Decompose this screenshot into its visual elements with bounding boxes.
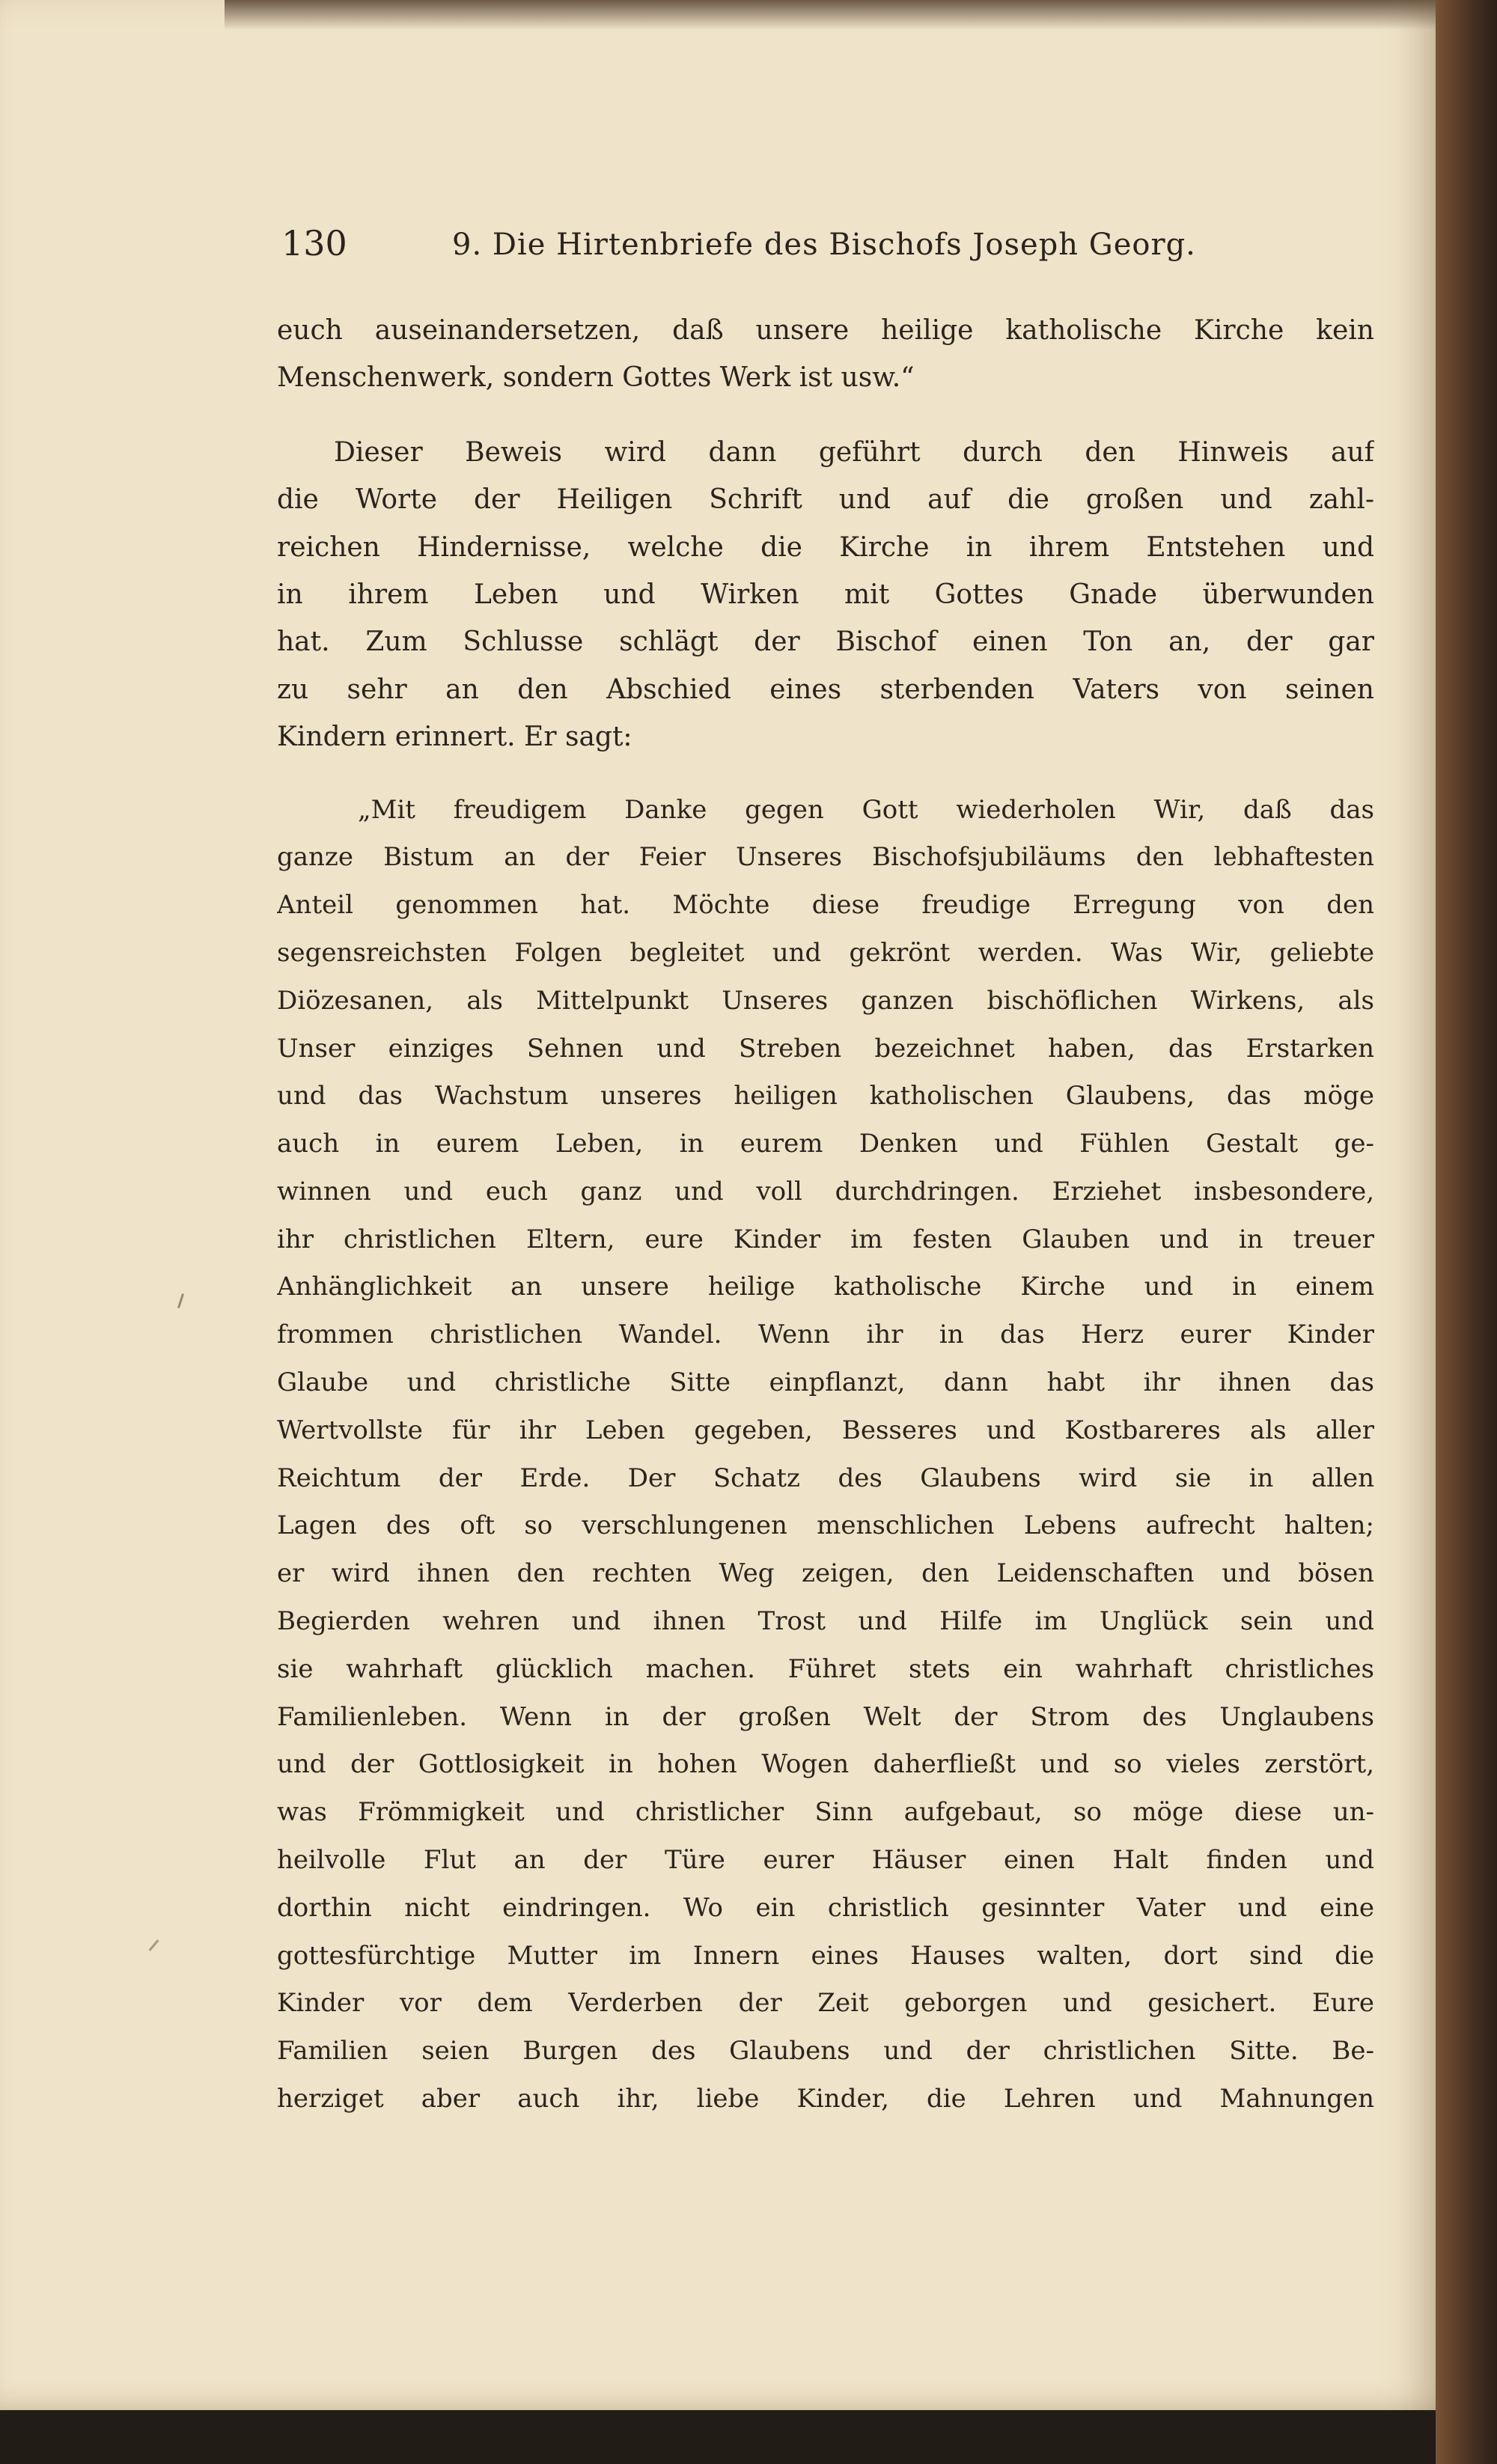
text-line: Familien seien Burgen des Glaubens und der christlichen Sitte. Be- — [277, 2036, 1374, 2067]
quoted-pastoral-letter — [277, 787, 1374, 2123]
paragraph-gap — [277, 402, 1374, 429]
text-line: Unser einziges Sehnen und Streben bezeichnet haben, das Erstarken — [277, 1033, 1374, 1064]
paragraph-gap — [277, 761, 1374, 787]
text-line: dorthin nicht eindringen. Wo ein christlich gesinnter Vater und eine — [277, 1892, 1374, 1923]
page-header — [281, 223, 1374, 275]
text-line: auch in eurem Leben, in eurem Denken und Fühlen Gestalt ge- — [277, 1129, 1374, 1159]
text-line: in ihrem Leben und Wirken mit Gottes Gnade überwunden — [277, 579, 1374, 610]
text-line: Reichtum der Erde. Der Schatz des Glaubens wird sie in allen — [277, 1463, 1374, 1493]
text-line: sie wahrhaft glücklich machen. Führet stets ein wahrhaft christliches — [277, 1653, 1374, 1684]
body-text — [277, 307, 1374, 2123]
page-top-shadow — [225, 0, 1436, 30]
text-line: Kinder vor dem Verderben der Zeit geborgen und gesichert. Eure — [277, 1988, 1374, 2019]
text-line: Anteil genommen hat. Möchte diese freudige Erregung von den — [277, 890, 1374, 921]
text-line: Anhänglichkeit an unsere heilige katholische Kirche und in einem — [277, 1272, 1374, 1302]
book-edge — [1436, 0, 1497, 2464]
paragraph-commentary — [277, 429, 1374, 761]
text-line: ihr christlichen Eltern, eure Kinder im festen Glauben und in treuer — [277, 1224, 1374, 1254]
text-line: hat. Zum Schlusse schlägt der Bischof einen Ton an, der gar — [277, 626, 1374, 658]
paragraph-continuation — [277, 307, 1374, 402]
text-line: „Mit freudigem Danke gegen Gott wiederholen Wir, daß das — [358, 794, 1374, 825]
page-number: 130 — [281, 223, 347, 263]
text-line: frommen christlichen Wandel. Wenn ihr in das Herz eurer Kinder — [277, 1320, 1374, 1350]
text-line: Dieser Beweis wird dann geführt durch den Hinweis auf — [334, 436, 1374, 468]
text-line: Begierden wehren und ihnen Trost und Hilfe im Unglück sein und — [277, 1606, 1374, 1637]
text-line: die Worte der Heiligen Schrift und auf die großen und zahl- — [277, 484, 1374, 516]
text-line: herziget aber auch ihr, liebe Kinder, die Lehren und Mahnungen — [277, 2084, 1374, 2114]
text-line: Glaube und christliche Sitte einpflanzt, dann habt ihr ihnen das — [277, 1367, 1374, 1398]
text-line: winnen und euch ganz und voll durchdringen. Erziehet insbesondere, — [277, 1176, 1374, 1207]
text-line: euch auseinandersetzen, daß unsere heilige katholische Kirche kein — [277, 315, 1374, 346]
text-line: und das Wachstum unseres heiligen katholischen Glaubens, das möge — [277, 1081, 1374, 1111]
text-line: reichen Hindernisse, welche die Kirche in ihrem Entstehen und — [277, 531, 1374, 563]
text-line: Wertvollste für ihr Leben gegeben, Besseres und Kostbareres als aller — [277, 1415, 1374, 1445]
text-line: ganze Bistum an der Feier Unseres Bischofsjubiläums den lebhaftesten — [277, 842, 1374, 873]
text-line: zu sehr an den Abschied eines sterbenden Vaters von seinen — [277, 674, 1374, 705]
running-head: 9. Die Hirtenbriefe des Bischofs Joseph Georg. — [452, 228, 1196, 262]
text-line: heilvolle Flut an der Türe eurer Häuser einen Halt finden und — [277, 1845, 1374, 1876]
text-line: gottesfürchtige Mutter im Innern eines Hauses walten, dort sind die — [277, 1940, 1374, 1971]
text-line: und der Gottlosigkeit in hohen Wogen daherfließt und so vieles zerstört, — [277, 1749, 1374, 1780]
text-line: segensreichsten Folgen begleitet und gekrönt werden. Was Wir, geliebte — [277, 937, 1374, 968]
text-line: Lagen des oft so verschlungenen menschlichen Lebens aufrecht halten; — [277, 1510, 1374, 1541]
scan-bottom-edge — [0, 2410, 1436, 2464]
text-line: Menschenwerk, sondern Gottes Werk ist usw.“ — [277, 362, 915, 394]
text-line: was Frömmigkeit und christlicher Sinn aufgebaut, so möge diese un- — [277, 1797, 1374, 1828]
text-line: Diözesanen, als Mittelpunkt Unseres ganzen bischöflichen Wirkens, als — [277, 985, 1374, 1016]
text-line: Familienleben. Wenn in der großen Welt der Strom des Unglaubens — [277, 1701, 1374, 1732]
text-line: Kindern erinnert. Er sagt: — [277, 722, 632, 753]
text-line: er wird ihnen den rechten Weg zeigen, den Leidenschaften und bösen — [277, 1558, 1374, 1589]
